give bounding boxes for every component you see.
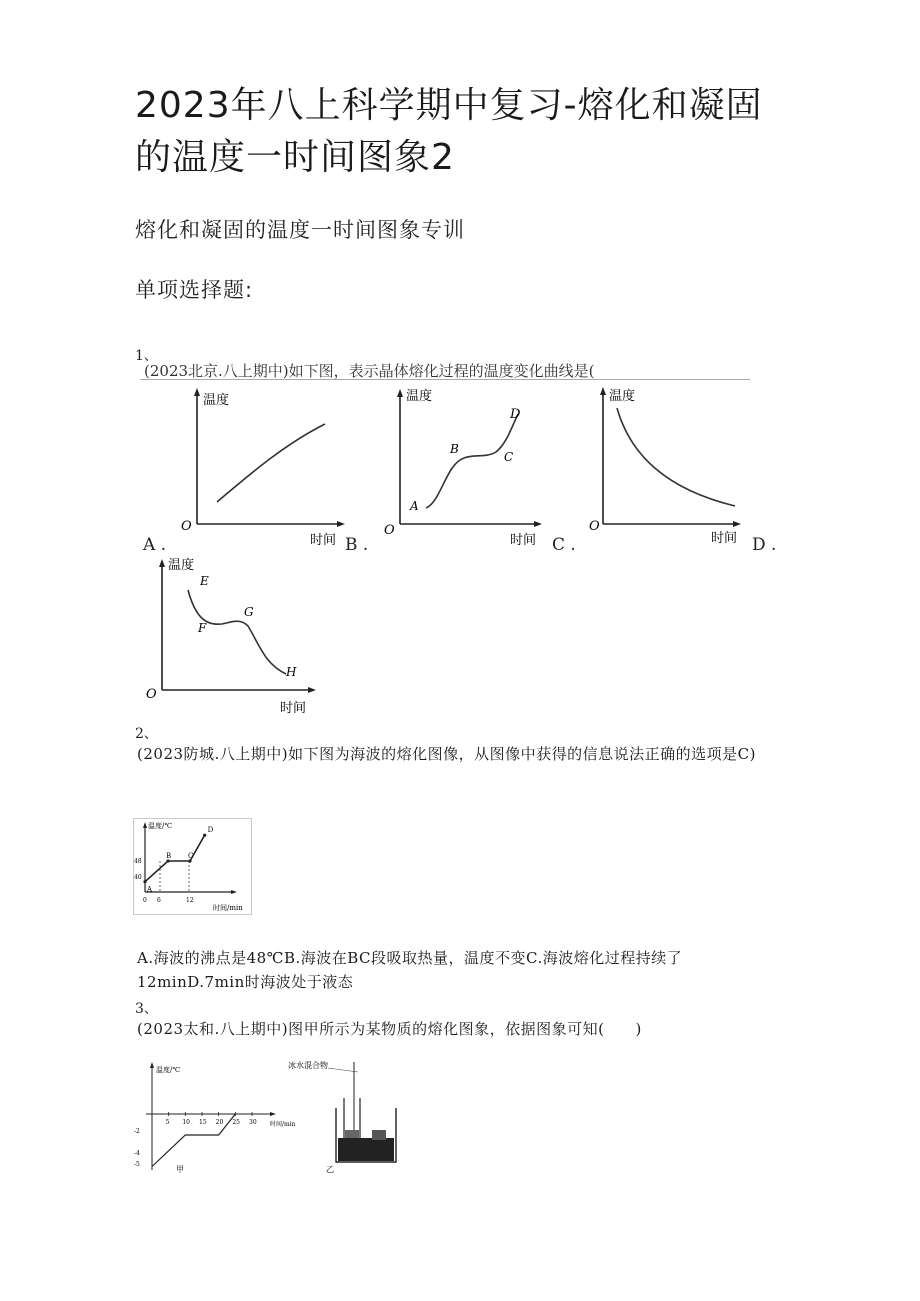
point-d-label: D xyxy=(510,407,521,422)
section-heading: 单项选择题: xyxy=(135,278,254,302)
q1-option-b: B . xyxy=(345,535,369,555)
y-axis-label: 温度 xyxy=(406,389,433,404)
y-tick-minus5: -5 xyxy=(134,1161,140,1168)
q3-x-tick: 15 xyxy=(199,1119,207,1126)
point-e-label: E xyxy=(200,574,209,588)
x-tick-0: 0 xyxy=(143,897,147,904)
q1-graph-d xyxy=(140,556,330,718)
beaker-label: 冰水混合物 xyxy=(288,1061,328,1070)
q3-x-tick: 5 xyxy=(165,1119,170,1126)
rising-curve xyxy=(217,424,325,502)
y-tick-48: 48 xyxy=(134,858,142,865)
x-tick-12: 12 xyxy=(186,897,194,904)
question-3-stem: (2023太和.八上期中)图甲所示为某物质的熔化图象，依据图象可知( ) xyxy=(137,1020,642,1038)
q3-x-tick: 20 xyxy=(215,1119,224,1126)
y-axis-label: 温度 xyxy=(168,558,195,573)
q2-point-a xyxy=(143,880,146,883)
q2-chart xyxy=(133,818,253,916)
y-tick-minus4: -4 xyxy=(134,1150,140,1157)
x-axis-label: 时间/min xyxy=(270,1121,296,1128)
q3-x-tick: 25 xyxy=(232,1119,240,1126)
option-letter: D xyxy=(752,535,766,555)
x-axis-label: 时间 xyxy=(310,533,337,548)
q2-point-label-d: D xyxy=(207,826,214,835)
q3-figure xyxy=(132,1058,400,1176)
y-tick-minus2: -2 xyxy=(134,1128,140,1135)
point-c-label: C xyxy=(504,450,514,464)
y-tick-40: 40 xyxy=(134,874,142,881)
origin-label: O xyxy=(589,519,600,534)
x-tick-6: 6 xyxy=(157,897,161,904)
y-axis-label: 温度 xyxy=(203,393,230,408)
question-1-stem: (2023北京.八上期中)如下图，表示晶体熔化过程的温度变化曲线是( xyxy=(144,362,595,380)
q2-point-label-b: B xyxy=(166,852,172,860)
y-axis-label: 温度 xyxy=(609,389,636,404)
q2-point-label-c: C xyxy=(188,852,194,860)
q2-point-label-a: A xyxy=(147,885,153,894)
question-1-number: 1、 xyxy=(135,348,158,364)
y-axis-label: 温度/℃ xyxy=(156,1066,181,1074)
falling-curve xyxy=(617,408,735,506)
x-axis-label: 时间 xyxy=(711,531,738,546)
q1-option-a: A . xyxy=(143,535,167,555)
caption-jia: 甲 xyxy=(176,1165,184,1174)
origin-label: O xyxy=(181,519,192,534)
q2-data-line xyxy=(145,835,205,882)
document-subtitle: 熔化和凝固的温度一时间图象专训 xyxy=(135,218,465,242)
q1-graph-c xyxy=(585,384,755,552)
document-title: 2023年八上科学期中复习-熔化和凝固的温度一时间图象2 xyxy=(135,85,763,178)
point-b-label: B xyxy=(450,442,459,456)
q1-graph-b xyxy=(376,384,556,552)
point-h-label: H xyxy=(286,665,297,679)
caption-yi: 乙 xyxy=(326,1165,334,1174)
x-axis-label: 时间 xyxy=(280,701,307,716)
y-axis-label: 温度/℃ xyxy=(148,822,173,830)
question-2-number: 2、 xyxy=(135,726,158,742)
x-axis-label: 时间 xyxy=(510,533,537,548)
option-letter: B xyxy=(345,535,358,555)
point-a-label: A xyxy=(410,499,419,513)
q1-option-c: C . xyxy=(552,535,576,555)
scan-edge xyxy=(140,379,750,380)
question-2-stem: (2023防城.八上期中)如下图为海波的熔化图像，从图像中获得的信息说法正确的选项是C) xyxy=(137,745,756,763)
q1-graph-a xyxy=(175,384,355,552)
q2-point-d xyxy=(203,834,206,837)
point-g-label: G xyxy=(244,605,254,619)
option-letter: A xyxy=(143,535,156,555)
ice-water-mixture xyxy=(338,1138,394,1161)
q1-option-d: D . xyxy=(752,535,777,555)
q3-x-tick: 10 xyxy=(182,1119,190,1126)
x-axis-label: 时间/min xyxy=(213,904,243,912)
q3-x-tick: 30 xyxy=(249,1119,257,1126)
point-f-label: F xyxy=(198,621,207,635)
question-2-options: A.海波的沸点是48℃B.海波在BC段吸取热量，温度不变C.海波熔化过程持续了12minD.7min时海波处于液态 xyxy=(137,949,683,991)
origin-label: O xyxy=(146,687,157,702)
option-letter: C xyxy=(552,535,566,555)
origin-label: O xyxy=(384,523,395,538)
question-3-number: 3、 xyxy=(135,1001,158,1017)
